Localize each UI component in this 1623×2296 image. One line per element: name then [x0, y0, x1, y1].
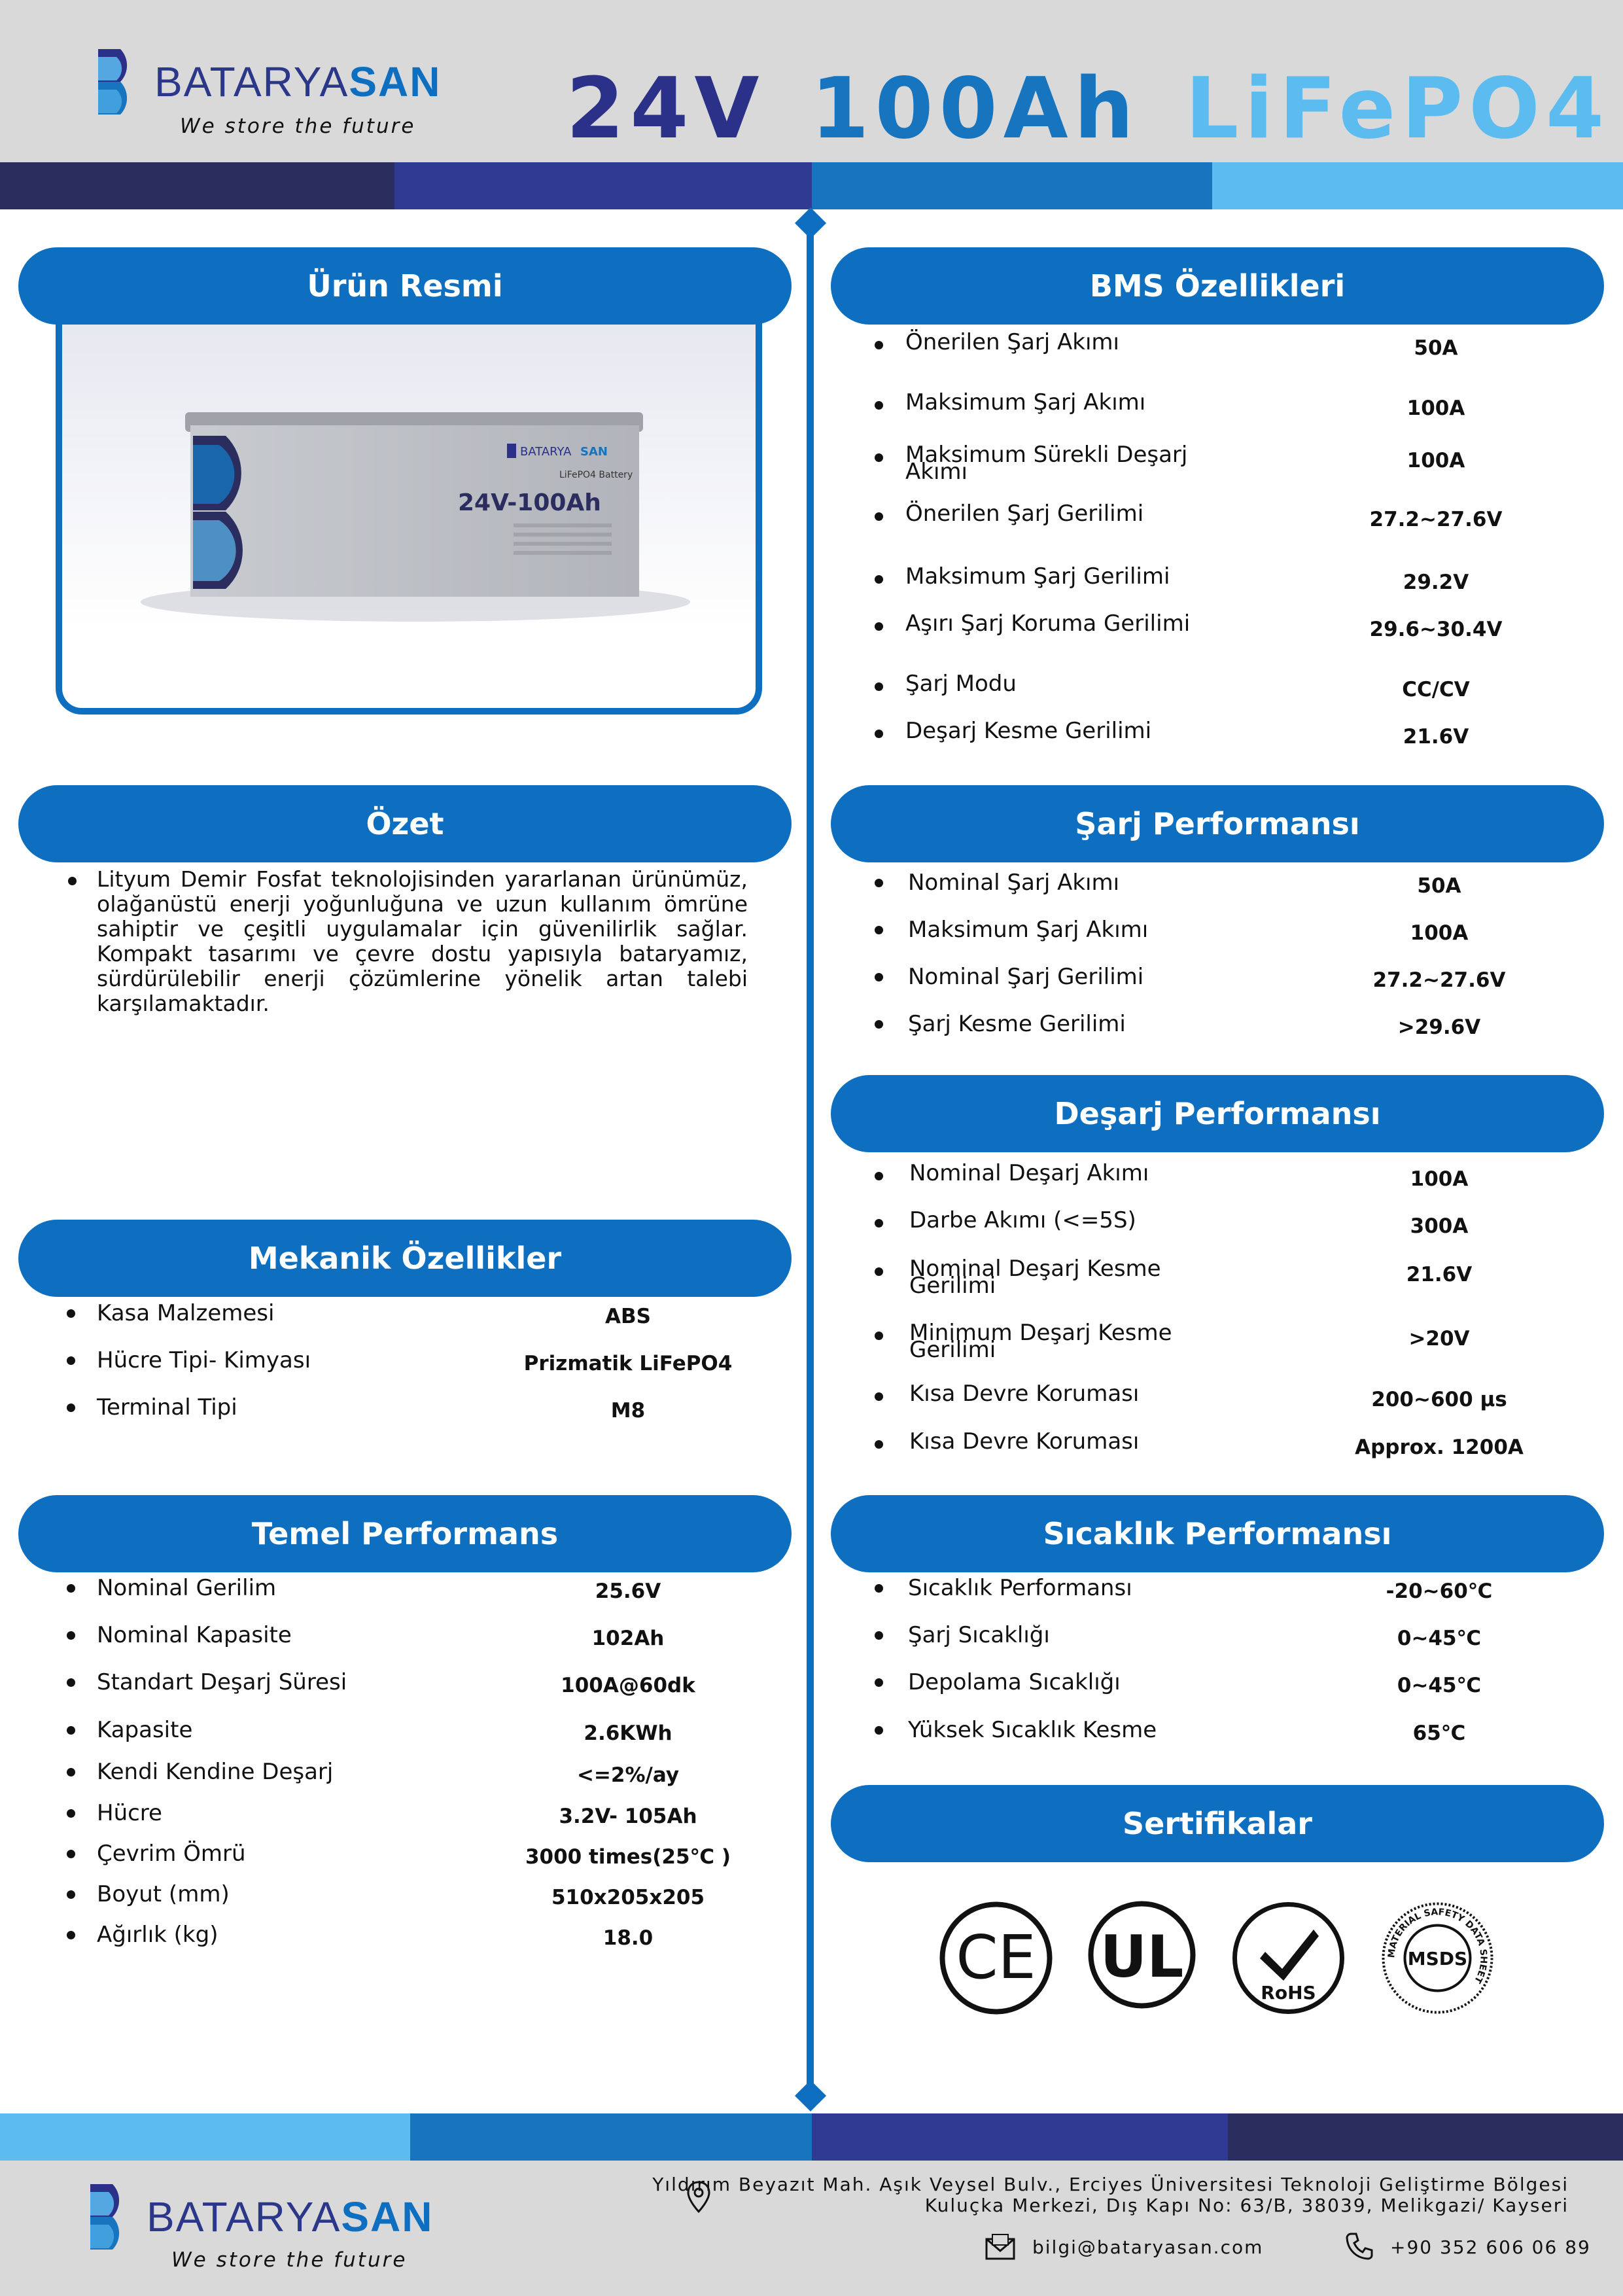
top-band-2: [394, 162, 812, 209]
spec-value: Approx. 1200A: [1355, 1436, 1524, 1459]
top-band-4: [1212, 162, 1623, 209]
bullet: [875, 1172, 883, 1180]
bullet: [875, 341, 883, 349]
bullet: [875, 1392, 883, 1401]
spec-label: Deşarj Kesme Gerilimi: [905, 718, 1152, 744]
spec-value: 300A: [1410, 1214, 1469, 1238]
bottom-band-3: [812, 2113, 1228, 2161]
discharge-row: [0, 1426, 1623, 1467]
spec-value: 2.6KWh: [584, 1722, 672, 1745]
spec-label: Boyut (mm): [97, 1881, 230, 1907]
charge-row: [0, 1006, 1623, 1047]
spec-label: Nominal Şarj Gerilimi: [908, 964, 1144, 990]
spec-value: 27.2~27.6V: [1369, 508, 1503, 531]
temperature-row: [0, 1617, 1623, 1658]
spec-value: 21.6V: [1406, 1263, 1473, 1286]
spec-label: Maksimum Sürekli Deşarj Akımı: [905, 442, 1188, 485]
spec-label: Kısa Devre Koruması: [909, 1381, 1140, 1407]
spec-label: Çevrim Ömrü: [97, 1841, 246, 1867]
spec-label: Hücre: [97, 1800, 162, 1826]
spec-label: Kasa Malzemesi: [97, 1300, 275, 1326]
label-brand-part2: SAN: [580, 445, 608, 459]
spec-label: Kısa Devre Koruması: [909, 1428, 1140, 1455]
spec-value: 100A: [1406, 449, 1465, 472]
msds-ring-text: MATERIAL SAFETY DATA SHEET: [1386, 1907, 1489, 1985]
rohs-mark-text: RoHS: [1261, 1982, 1316, 2004]
spec-label: Kendi Kendine Deşarj: [97, 1759, 334, 1785]
brand-logo: [98, 49, 441, 115]
bullet: [875, 1267, 883, 1276]
discharge-row: [0, 1158, 1623, 1199]
spec-label: Şarj Sıcaklığı: [908, 1622, 1050, 1648]
ce-mark-icon: [939, 1901, 1053, 2015]
bullet: [67, 1809, 75, 1818]
footer: [0, 2161, 1623, 2296]
section-title-summary: Özet: [18, 785, 792, 862]
ul-mark-text: UL: [1100, 1923, 1184, 1990]
bullet: [875, 1631, 883, 1640]
spec-label: Önerilen Şarj Gerilimi: [905, 501, 1144, 527]
headline-chemistry: LiFePO4: [1185, 60, 1610, 158]
section-title-bms: BMS Özellikleri: [831, 247, 1604, 325]
spec-label: Aşırı Şarj Koruma Gerilimi: [905, 610, 1191, 637]
bullet: [875, 1020, 883, 1029]
discharge-row: [0, 1205, 1623, 1246]
bms-row: [0, 716, 1623, 756]
spec-label: Maksimum Şarj Akımı: [905, 389, 1146, 415]
spec-value: 100A: [1410, 921, 1469, 945]
temperature-row: [0, 1712, 1623, 1753]
section-title-basic: Temel Performans: [18, 1495, 792, 1572]
spec-value: -20~60℃: [1386, 1580, 1493, 1603]
spec-label: Nominal Deşarj Kesme Gerilimi: [909, 1256, 1161, 1299]
label-brand-part1: BATARYA: [520, 445, 572, 459]
bullet: [875, 1219, 883, 1227]
label-model: 24V-100Ah: [458, 489, 601, 516]
spec-label: Nominal Gerilim: [97, 1575, 277, 1601]
brand-tagline: We store the future: [180, 115, 416, 138]
ul-mark-icon: [1088, 1901, 1196, 2009]
bullet: [875, 682, 883, 691]
bms-row: [0, 561, 1623, 602]
bms-row: [0, 387, 1623, 428]
temperature-row: [0, 1665, 1623, 1705]
bullet: [875, 1726, 883, 1735]
section-title-mechanical: Mekanik Özellikler: [18, 1220, 792, 1297]
bullet: [875, 401, 883, 410]
spec-label: Ağırlık (kg): [97, 1922, 218, 1948]
spec-label: Maksimum Şarj Gerilimi: [905, 563, 1170, 590]
brand-wordmark: [154, 58, 441, 106]
spec-label: Depolama Sıcaklığı: [908, 1669, 1121, 1695]
discharge-row: [0, 1379, 1623, 1419]
spec-value: 18.0: [602, 1926, 654, 1950]
bullet: [67, 1768, 75, 1776]
spec-value: >20V: [1408, 1327, 1470, 1351]
brand-name-part1: BATARYA: [154, 58, 349, 105]
spec-value: 100A: [1410, 1167, 1469, 1191]
msds-mark-icon: [1380, 1901, 1495, 2015]
bullet: [875, 1584, 883, 1593]
spec-value: 29.2V: [1403, 571, 1469, 594]
spec-value: 510x205x205: [551, 1886, 705, 1909]
spec-label: Standart Deşarj Süresi: [97, 1669, 347, 1695]
bms-row: [0, 499, 1623, 539]
spec-value: <=2%/ay: [576, 1763, 680, 1787]
spec-value: 100A: [1406, 397, 1465, 420]
spec-value: 0~45℃: [1397, 1674, 1482, 1697]
discharge-row: [0, 1254, 1623, 1299]
footer-brand-logo: [90, 2184, 433, 2250]
basic-row: [0, 1877, 1623, 1917]
bullet: [875, 1678, 883, 1687]
bottom-band-4: [1228, 2113, 1623, 2161]
spec-label: Nominal Kapasite: [97, 1622, 292, 1648]
section-title-charge: Şarj Performansı: [831, 785, 1604, 862]
bullet: [875, 575, 883, 584]
address-line-1: Yıldırım Beyazıt Mah. Aşık Veysel Bulv., Erciyes Üniversitesi Teknoloji Geliştirme Bölgesi: [652, 2174, 1569, 2195]
bms-row: [0, 440, 1623, 485]
divider-diamond-top: [795, 207, 826, 239]
spec-label: Darbe Akımı (<=5S): [909, 1207, 1136, 1233]
top-band-3: [812, 162, 1212, 209]
address-line-2: Kuluçka Merkezi, Dış Kapı No: 63/B, 38039, Melikgazi/ Kayseri: [924, 2195, 1569, 2216]
temperature-row: [0, 1570, 1623, 1611]
spec-value: CC/CV: [1402, 678, 1470, 701]
spec-value: M8: [610, 1399, 646, 1422]
spec-label: Hücre Tipi- Kimyası: [97, 1347, 311, 1373]
spec-value: 3.2V- 105Ah: [559, 1805, 697, 1828]
spec-label: Sıcaklık Performansı: [908, 1575, 1132, 1601]
phone-icon: [1344, 2231, 1374, 2261]
brand-mark-icon: [98, 49, 147, 115]
phone-number[interactable]: +90 352 606 06 89: [1390, 2236, 1591, 2258]
charge-row: [0, 959, 1623, 1000]
spec-label: Minimum Deşarj Kesme Gerilimi: [909, 1320, 1172, 1363]
footer-brand-wordmark: [147, 2193, 433, 2241]
divider-diamond-bottom: [795, 2080, 826, 2111]
email-icon: [985, 2233, 1016, 2261]
spec-value: 25.6V: [595, 1580, 661, 1603]
bullet: [67, 1850, 75, 1858]
section-title-certificates: Sertifikalar: [831, 1785, 1604, 1862]
spec-value: 3000 times(25℃ ): [525, 1845, 731, 1869]
charge-row: [0, 865, 1623, 906]
footer-brand-name-part2: SAN: [341, 2193, 434, 2240]
bullet: [875, 1332, 883, 1340]
spec-value: 50A: [1417, 874, 1461, 898]
top-band-1: [0, 162, 394, 209]
footer-brand-name-part1: BATARYA: [147, 2193, 341, 2240]
headline-capacity: 100Ah: [811, 60, 1140, 158]
spec-label: Kapasite: [97, 1717, 193, 1743]
spec-label: Şarj Modu: [905, 671, 1017, 697]
spec-value: 200~600 μs: [1371, 1388, 1507, 1411]
bullet: [875, 622, 883, 631]
footer-brand-tagline: We store the future: [171, 2248, 408, 2272]
bullet: [875, 926, 883, 934]
spec-value: >29.6V: [1397, 1016, 1481, 1039]
spec-label: Yüksek Sıcaklık Kesme: [908, 1717, 1157, 1743]
bullet: [875, 730, 883, 738]
brand-name-part2: SAN: [349, 58, 442, 105]
section-title-temperature: Sıcaklık Performansı: [831, 1495, 1604, 1572]
bullet: [875, 453, 883, 462]
spec-label: Nominal Deşarj Akımı: [909, 1160, 1149, 1186]
msds-mark-text: MSDS: [1407, 1948, 1468, 1969]
spec-value: 102Ah: [591, 1627, 665, 1650]
label-type: LiFePO4 Battery: [559, 470, 633, 480]
bullet: [67, 1931, 75, 1939]
spec-value: 65℃: [1412, 1722, 1466, 1745]
bullet: [67, 1309, 75, 1318]
product-headline: [566, 60, 1610, 158]
bms-row: [0, 327, 1623, 368]
spec-value: 27.2~27.6V: [1372, 968, 1506, 992]
spec-value: ABS: [605, 1305, 651, 1328]
bullet: [875, 1440, 883, 1449]
headline-voltage: 24V: [566, 60, 765, 158]
spec-label: Maksimum Şarj Akımı: [908, 917, 1149, 943]
spec-label: Terminal Tipi: [97, 1394, 237, 1421]
ce-mark-text: CE: [956, 1922, 1036, 1992]
spec-label: Şarj Kesme Gerilimi: [908, 1011, 1126, 1037]
spec-value: 21.6V: [1403, 725, 1469, 749]
section-title-discharge: Deşarj Performansı: [831, 1075, 1604, 1152]
spec-value: 100A@60dk: [561, 1674, 695, 1697]
spec-value: 29.6~30.4V: [1369, 618, 1503, 641]
summary-text: Lityum Demir Fosfat teknolojisinden yararlanan ürünümüz, olağanüstü enerji yoğunluğuna ve uzun kullanım ömrüne sahiptir ve çeşitli uygulamalar için güvenilirlik sağlar. Kompakt tasarımı ve çevre dostu yapısıyla bataryamız, sürdürülebilir enerji çözümlerine yönelik artan talebi karşılamaktadır.: [97, 866, 748, 1016]
basic-row: [0, 1917, 1623, 1958]
header: [0, 0, 1623, 162]
email-link[interactable]: bilgi@bataryasan.com: [1032, 2236, 1264, 2258]
charge-row: [0, 912, 1623, 953]
spec-label: Önerilen Şarj Akımı: [905, 329, 1119, 355]
spec-value: 50A: [1414, 336, 1458, 360]
bms-row: [0, 609, 1623, 649]
bullet: [875, 973, 883, 981]
bullet: [875, 512, 883, 521]
spec-label: Nominal Şarj Akımı: [908, 870, 1120, 896]
footer-brand-mark-icon: [90, 2184, 139, 2250]
bottom-band-1: [0, 2113, 410, 2161]
spec-value: 0~45℃: [1397, 1627, 1482, 1650]
rohs-mark-icon: [1231, 1901, 1346, 2015]
bms-row: [0, 669, 1623, 709]
section-title-product-image: Ürün Resmi: [18, 247, 792, 325]
bottom-band-2: [410, 2113, 812, 2161]
bullet: [67, 1890, 75, 1899]
spec-value: Prizmatik LiFePO4: [523, 1352, 733, 1375]
bullet: [875, 879, 883, 887]
